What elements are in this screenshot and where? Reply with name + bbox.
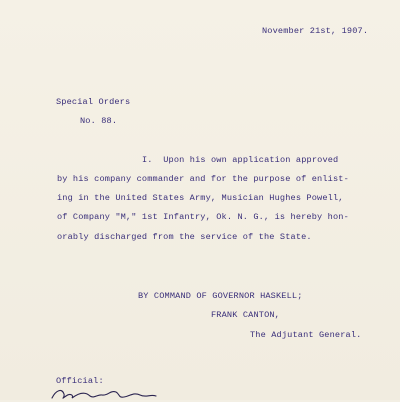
special-orders-heading: Special Orders bbox=[56, 97, 131, 107]
body-line: ing in the United States Army, Musician Hughes Powell, bbox=[57, 193, 344, 203]
command-line: BY COMMAND OF GOVERNOR HASKELL; bbox=[138, 291, 303, 301]
body-line: of Company "M," 1st Infantry, Ok. N. G., is hereby hon- bbox=[57, 212, 349, 222]
signatory-title: The Adjutant General. bbox=[250, 330, 362, 340]
order-number: No. 88. bbox=[80, 116, 118, 126]
official-label: Official: bbox=[56, 376, 104, 386]
body-line: orably discharged from the service of the State. bbox=[57, 232, 312, 242]
body-line: I. Upon his own application approved bbox=[142, 155, 339, 165]
signatory-name: FRANK CANTON, bbox=[211, 310, 280, 320]
body-line: by his company commander and for the purpose of enlist- bbox=[57, 174, 349, 184]
document-date: November 21st, 1907. bbox=[262, 26, 369, 36]
